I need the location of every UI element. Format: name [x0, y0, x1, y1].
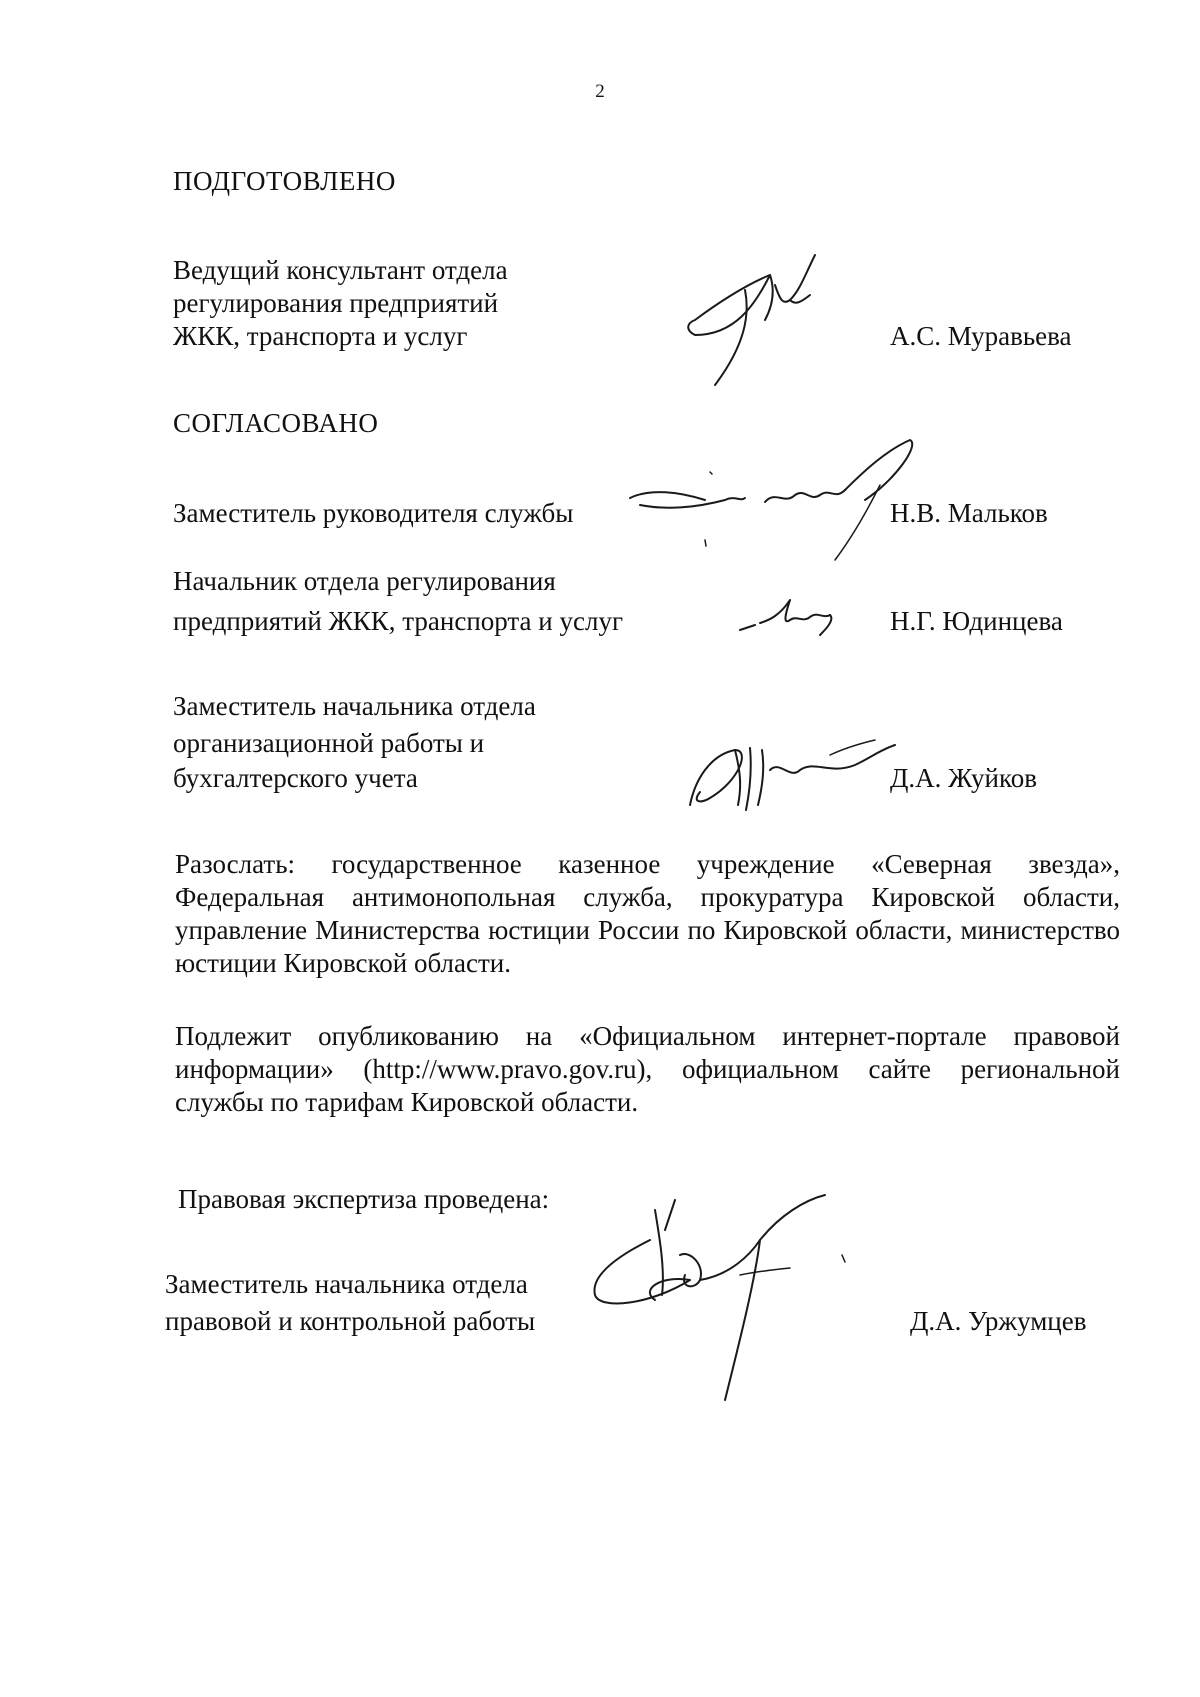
position-line: ЖКК, транспорта и услуг	[173, 321, 468, 351]
position-line: правовой и контрольной работы	[165, 1306, 536, 1336]
agreed-heading: СОГЛАСОВАНО	[173, 408, 379, 438]
signature-zhuykov	[680, 720, 910, 820]
position-line: регулирования предприятий	[173, 288, 499, 318]
position-line: предприятий ЖКК, транспорта и услуг	[173, 606, 624, 636]
position-line: бухгалтерского учета	[173, 763, 418, 793]
signature-muravyeva	[675, 245, 845, 395]
position-line: Заместитель начальника отдела	[165, 1269, 528, 1299]
position-line: организационной работы и	[173, 728, 485, 758]
distribution-list: Разослать: государственное казенное учреждение «Северная звезда», Федеральная антимонопольная служба, прокуратура Кировской области, управление Министерства юстиции России по Кировской области, министерство юстиции Кировской области.	[175, 849, 1120, 978]
position-line: Заместитель руководителя службы	[173, 498, 574, 528]
prepared-name: А.С. Муравьева	[890, 321, 1072, 351]
legal-review-heading: Правовая экспертиза проведена:	[178, 1184, 550, 1214]
signature-urzhumtsev	[580, 1180, 880, 1410]
publication-note: Подлежит опубликованию на «Официальном интернет-портале правовой информации» (http://www.pravo.gov.ru), официальном сайте региональной службы по тарифам Кировской области.	[175, 1021, 1120, 1117]
position-line: Ведущий консультант отдела	[173, 255, 508, 285]
prepared-heading: ПОДГОТОВЛЕНО	[173, 166, 396, 196]
agreed-signer-name: Н.Г. Юдинцева	[890, 606, 1063, 636]
agreed-signer-name: Н.В. Мальков	[890, 498, 1048, 528]
legal-review-name: Д.А. Уржумцев	[910, 1306, 1087, 1336]
agreed-signer-name: Д.А. Жуйков	[890, 763, 1037, 793]
page-number: 2	[595, 81, 605, 102]
position-line: Начальник отдела регулирования	[173, 566, 556, 596]
signature-yudintseva	[735, 575, 845, 645]
position-line: Заместитель начальника отдела	[173, 691, 536, 721]
